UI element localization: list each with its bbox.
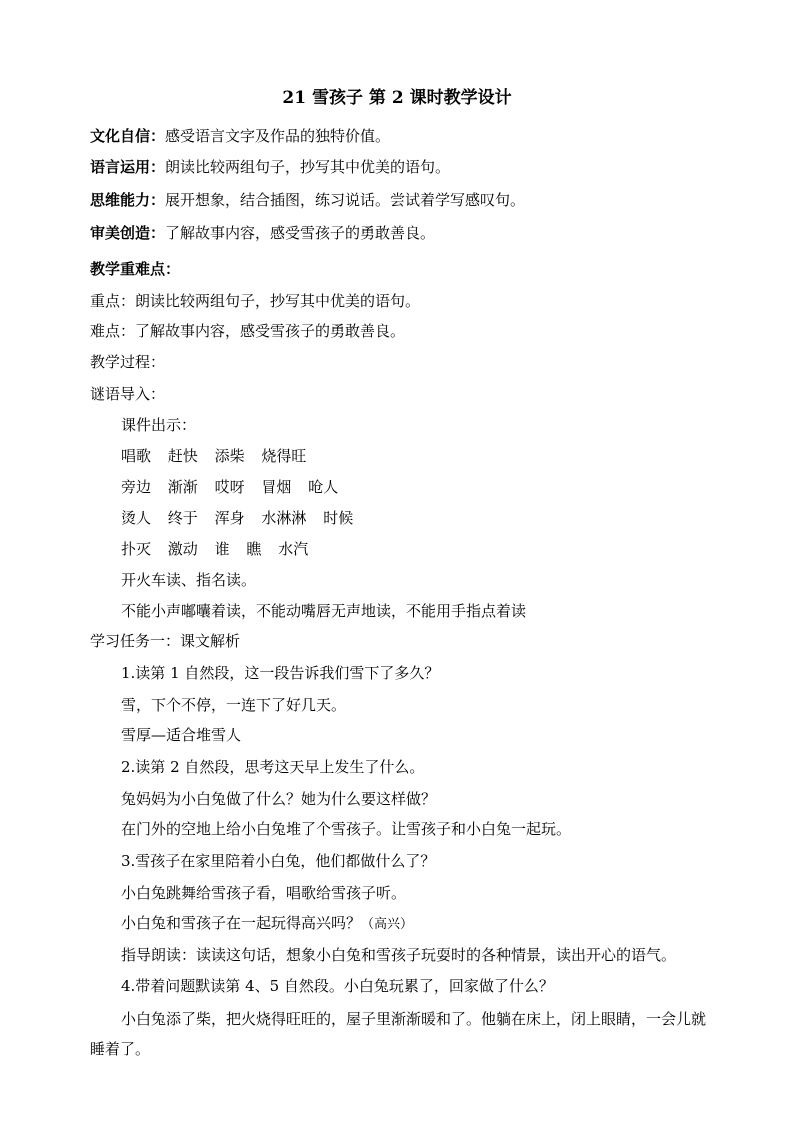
word: 时候 bbox=[323, 509, 354, 527]
key-points-heading: 教学重难点： bbox=[90, 260, 181, 278]
word-row bbox=[121, 476, 751, 498]
goal-text: 感受语言文字及作品的独特价值。 bbox=[165, 127, 391, 145]
word: 水淋淋 bbox=[261, 509, 307, 527]
word: 唱歌 bbox=[121, 447, 152, 465]
question-3b bbox=[121, 912, 751, 936]
word: 呛人 bbox=[308, 478, 339, 496]
word-row bbox=[121, 507, 751, 529]
word: 渐渐 bbox=[167, 478, 198, 496]
goal-text: 了解故事内容，感受雪孩子的勇敢善良。 bbox=[165, 224, 436, 242]
answer-3: 小白兔跳舞给雪孩子看，唱歌给雪孩子听。 bbox=[121, 884, 407, 902]
goal-text: 展开想象，结合插图，练习说话。尝试着学写感叹句。 bbox=[165, 191, 526, 209]
word: 烫人 bbox=[121, 509, 152, 527]
goal-thinking bbox=[90, 189, 720, 211]
word: 瞧 bbox=[246, 540, 262, 558]
word: 赶快 bbox=[167, 447, 198, 465]
question-3: 3.雪孩子在家里陪着小白兔，他们都做什么了？ bbox=[121, 852, 436, 870]
answer-1b: 雪厚—适合堆雪人 bbox=[121, 726, 242, 744]
word: 旁边 bbox=[121, 478, 152, 496]
word: 水汽 bbox=[278, 540, 309, 558]
handwritten-answer: （高兴） bbox=[361, 917, 414, 932]
reading-guide: 指导朗读：读读这句话，想象小白兔和雪孩子玩耍时的各种情景，读出开心的语气。 bbox=[121, 946, 677, 964]
word: 冒烟 bbox=[261, 478, 292, 496]
word: 烧得旺 bbox=[261, 447, 307, 465]
goal-label: 审美创造： bbox=[90, 224, 166, 242]
word-row bbox=[121, 538, 751, 560]
word: 添柴 bbox=[214, 447, 245, 465]
question-2: 2.读第 2 自然段，思考这天早上发生了什么。 bbox=[121, 758, 425, 776]
difficult-point: 难点：了解故事内容，感受雪孩子的勇敢善良。 bbox=[90, 322, 406, 340]
word: 终于 bbox=[167, 509, 198, 527]
question-2b: 兔妈妈为小白兔做了什么？她为什么要这样做？ bbox=[121, 790, 437, 808]
question-4: 4.带着问题默读第 4、5 自然段。小白兔玩累了，回家做了什么？ bbox=[121, 977, 554, 995]
page-title: 21 雪孩子 第 2 课时教学设计 bbox=[282, 88, 512, 108]
question-3b-text: 小白兔和雪孩子在一起玩得高兴吗？ bbox=[121, 914, 362, 932]
train-read: 开火车读、指名读。 bbox=[121, 571, 257, 589]
key-point: 重点：朗读比较两组句子，抄写其中优美的语句。 bbox=[90, 292, 421, 310]
answer-2: 在门外的空地上给小白兔堆了个雪孩子。让雪孩子和小白兔一起玩。 bbox=[121, 820, 572, 838]
task1-heading: 学习任务一：课文解析 bbox=[90, 632, 241, 650]
goal-language bbox=[90, 156, 720, 178]
goal-text: 朗读比较两组句子，抄写其中优美的语句。 bbox=[165, 158, 451, 176]
courseware-label: 课件出示： bbox=[121, 416, 197, 434]
answer-1: 雪，下个不停，一连下了好几天。 bbox=[121, 696, 347, 714]
reading-rule: 不能小声嘟囔着读，不能动嘴唇无声地读，不能用手指点着读 bbox=[121, 602, 527, 620]
riddle-heading: 谜语导入： bbox=[90, 385, 166, 403]
process-heading: 教学过程： bbox=[90, 353, 166, 371]
word: 哎呀 bbox=[214, 478, 245, 496]
word: 激动 bbox=[167, 540, 198, 558]
word: 扑灭 bbox=[121, 540, 152, 558]
word-row bbox=[121, 445, 751, 467]
goal-label: 语言运用： bbox=[90, 158, 166, 176]
goal-label: 文化自信： bbox=[90, 127, 166, 145]
question-1: 1.读第 1 自然段，这一段告诉我们雪下了多久？ bbox=[121, 664, 440, 682]
goal-aesthetic bbox=[90, 222, 720, 244]
word: 谁 bbox=[214, 540, 230, 558]
word: 浑身 bbox=[214, 509, 245, 527]
answer-4: 小白兔添了柴，把火烧得旺旺的，屋子里渐渐暖和了。他躺在床上，闭上眼睛，一会儿就睡着了。 bbox=[90, 1010, 707, 1058]
goal-culture bbox=[90, 125, 720, 147]
goal-label: 思维能力： bbox=[90, 191, 166, 209]
